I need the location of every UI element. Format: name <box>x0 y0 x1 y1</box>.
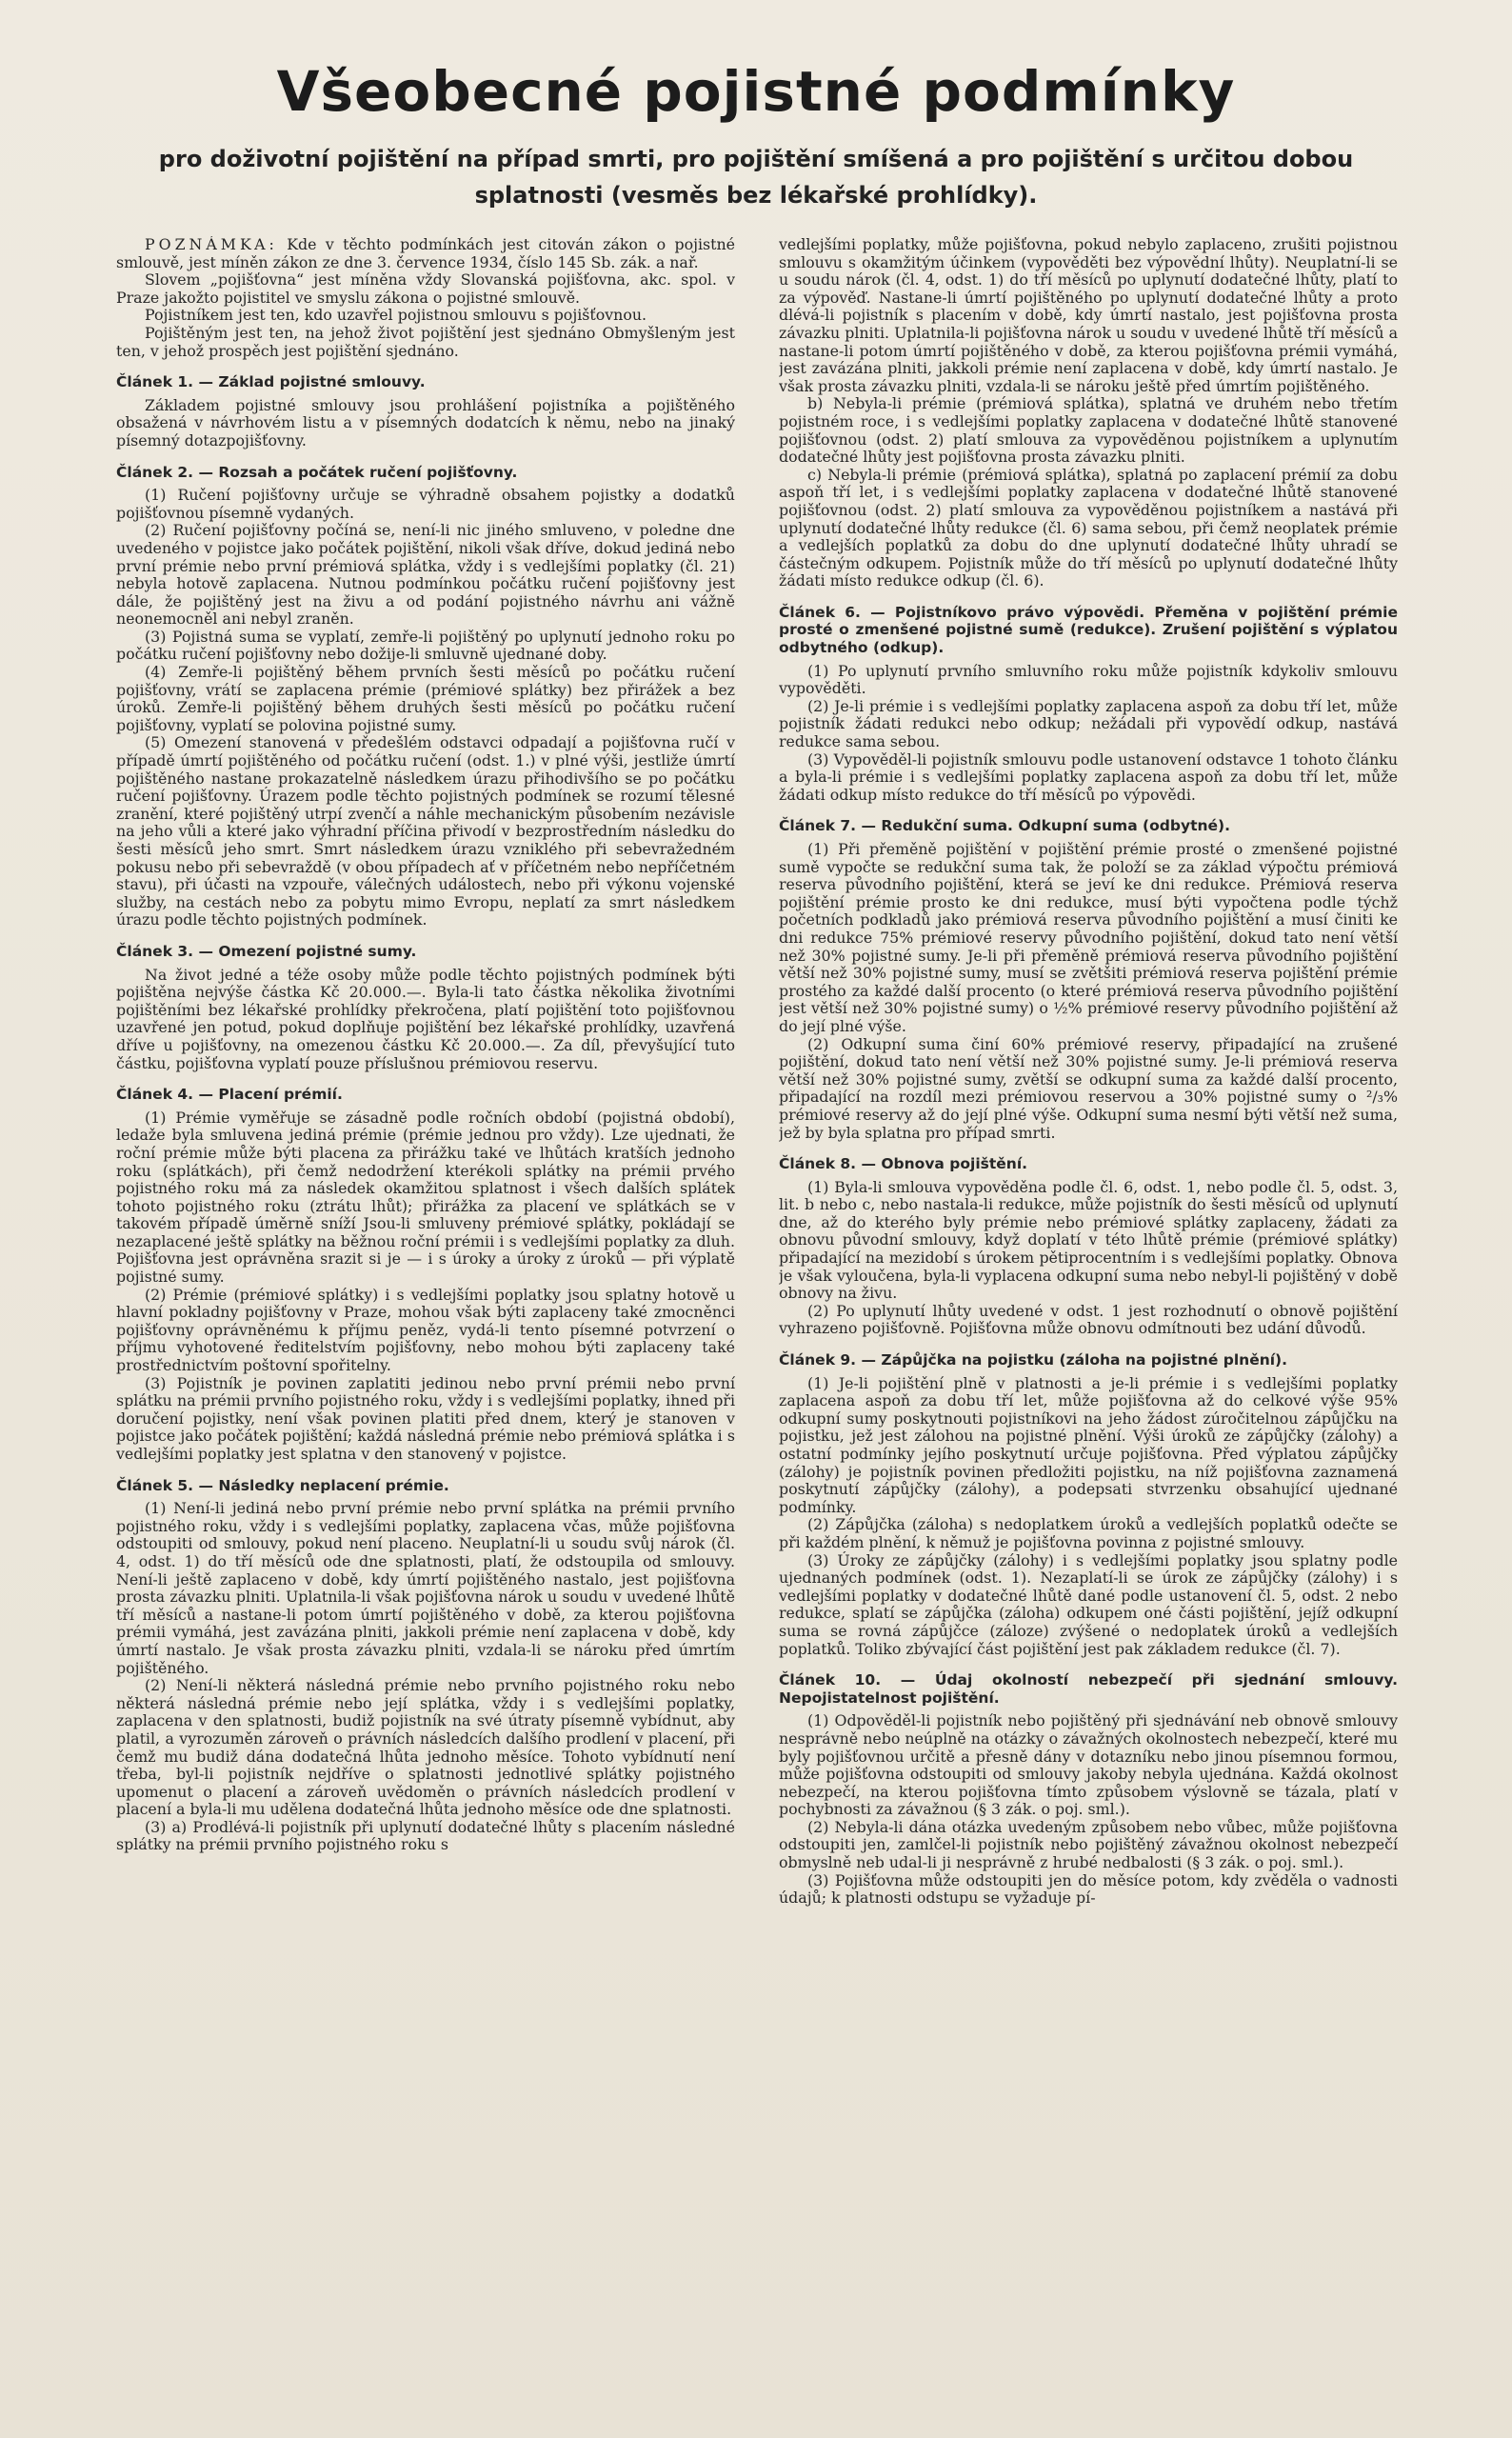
article-9-paragraph-1: (1) Je-li pojištění plně v platnosti a je-li prémie i s vedlejšími poplatky zaplacena aspoň za dobu tří let, může pojišťovna až do celkové výše 95% odkupní sumy poskytnouti pojistníkovi na jeho žádost zúročitelnou zápůjčku na pojistku, jež jest zálohou na pojistné plnění. Výši úroků ze zápůjčky (zálohy) a ostatní podmínky jejího poskytnutí určuje pojišťovna. Před výplatou zápůjčky (zálohy) je pojistník povinen předložiti pojistku, na níž pojišťovna zaznamená poskytnutí zápůjčky (zálohy), a podepsati stvrzenku obsahující ujednané podmínky. <box>779 1373 1398 1516</box>
article-5-heading: Článek 5. — Následky neplacení prémie. <box>116 1476 449 1494</box>
article-2-paragraph-5: (5) Omezení stanovená v předešlém odstavci odpadají a pojišťovna ručí v případě úmrtí pojištěného od počátku ručení (odst. 1.) v plné výši, jestliže úmrtí pojištěného nastane prokazatelně následkem úrazu přihodivšího se po počátku ručení pojišťovny. Úrazem podle těchto pojistných podmínek se rozumí tělesné zranění, které pojištěný utrpí zvenčí a náhle mechanickým působením nezávisle na jeho vůli a které jako výhradní příčina přivodí v bezprostředním následku do šesti měsíců jeho smrt. Smrt následkem úrazu vzniklého při sebevražedném pokusu nebo při sebevraždě (v obou případech ať v příčetném nebo nepříčetném stavu), při účasti na vzpouře, válečných událostech, nebo při výkonu vojenské služby, na cestách nebo za pobytu mimo Evropu, neplatí za smrt následkem úrazu podle těchto pojistných podmínek. <box>116 733 735 929</box>
article-10-paragraph-1: (1) Odpověděl-li pojistník nebo pojištěný při sjednávání neb obnově smlouvy nesprávně nebo neúplně na otázky o závažných okolnostech nebezpečí, které mu byly pojišťovnou určitě a přesně dány v dotazníku nebo jinou písemnou formou, může pojišťovna odstoupiti od smlouvy jakoby nebyla ujednána. Každá okolnost nebezpečí, na kterou pojišťovna tímto způsobem výslovně se tázala, platí v pochybnosti za závažnou (§ 3 zák. o poj. sml.). <box>779 1711 1398 1819</box>
article-10-paragraph-3: (3) Pojišťovna může odstoupiti jen do měsíce potom, kdy zvěděla o vadnosti údajů; k platnosti odstupu se vyžaduje pí- <box>779 1870 1398 1908</box>
article-6-paragraph-3: (3) Vypověděl-li pojistník smlouvu podle ustanovení odstavce 1 tohoto článku a byla-li prémie i s vedlejšími poplatky zaplacena aspoň za dobu tří let, může žádati odkup místo redukce do tří měsíců po výpovědi. <box>779 749 1398 804</box>
article-4-paragraph-3: (3) Pojistník je povinen zaplatiti jedinou nebo první prémii nebo první splátku na prémii prvního pojistného roku, vždy i s vedlejšími poplatky, ihned při doručení pojistky, není však povinen platiti před dnem, který je stanoven v pojistce jako počátek pojištění; každá následná prémie nebo prémiová splátka i s vedlejšími poplatky jest splatna v den stanovený v pojistce. <box>116 1373 735 1463</box>
right-column <box>779 236 1398 2427</box>
article-9-paragraph-3: (3) Úroky ze zápůjčky (zálohy) i s vedlejšími poplatky jsou splatny podle ujednaných podmínek (odst. 1). Nezaplatí-li se úrok ze zápůjčky (zálohy) i s vedlejšími poplatky v dodatečné lhůtě dané podle ustanovení čl. 5, odst. 2 nebo redukce, splatí se zápůjčka (záloha) odkupem oné části pojištění, jejíž odkupní suma se rovná zápůjčce (záloze) zvýšené o nedoplatek úroků a vedlejších poplatků. Toliko zbývající část pojištění jest pak základem redukce (čl. 7). <box>779 1550 1398 1658</box>
document-header <box>0 59 1512 213</box>
article-5-paragraph-3b: b) Nebyla-li prémie (prémiová splátka), splatná ve druhém nebo třetím pojistném roce, i s vedlejšími poplatky zaplacena v dodatečné lhůtě stanovené pojišťovnou (odst. 2) platí smlouva za vypověděnou pojistníkem a uplynutím dodatečné lhůty jest pojišťovna prosta závazku plniti. <box>779 394 1398 467</box>
article-7-paragraph-1: (1) Při přeměně pojištění v pojištění prémie prosté o zmenšené pojistné sumě vypočte se redukční suma tak, že položí se za základ výpočtu prémiová reserva původního pojištění, která se jeví ke dni redukce. Prémiová reserva pojištění prémie prosto ke dni redukce, musí býti vypočtena podle týchž početních podkladů jako prémiová reserva původního pojištění a musí činiti ke dni redukce 75% prémiové reservy původního pojištění, dokud tato není větší než 30% pojistné sumy. Je-li při přeměně prémiová reserva původního pojištění větší než 30% pojistné sumy, musí se zvětšiti prémiová reserva pojištění prémie prostého za každé další procento (o které prémiová reserva původního pojištění jest větší než 30% pojistné sumy) o ½% prémiové reservy původního pojištění až do její plné výše. <box>779 840 1398 1035</box>
article-9-heading: Článek 9. — Zápůjčka na pojistku (záloha na pojistné plnění). <box>779 1351 1288 1369</box>
article-6-paragraph-1: (1) Po uplynutí prvního smluvního roku může pojistník kdykoliv smlouvu vypověděti. <box>779 661 1398 698</box>
article-3-paragraph: Na život jedné a téže osoby může podle těchto pojistných podmínek býti pojištěna nejvýše částka Kč 20.000.—. Byla-li tato částka několika životními pojištěními bez lékařské prohlídky překročena, platí pojištění toto pojišťovnou uzavřené jen potud, pokud doplňuje pojištění bez lékařské prohlídky, uzavřená dříve u pojišťovny, na omezenou částku Kč 20.000.—. Za díl, převyšující tuto částku, pojišťovna vyplatí pouze příslušnou prémiovou reservu. <box>116 965 735 1072</box>
article-2-paragraph-3: (3) Pojistná suma se vyplatí, zemře-li pojištěný po uplynutí jednoho roku po počátku ručení pojišťovny nebo dožije-li smluvně ujednané doby. <box>116 627 735 664</box>
document-title: Všeobecné pojistné podmínky <box>276 59 1236 124</box>
article-4-paragraph-2: (2) Prémie (prémiové splátky) i s vedlejšími poplatky jsou splatny hotově u hlavní pokladny pojišťovny v Praze, mohou však býti zaplaceny také zmocněnci pojišťovny oprávněnému k příjmu peněz, vydá-li tento písemné potvrzení o příjmu vyhotovené ředitelstvím pojišťovny, nebo mohou býti zaplaceny také prostřednictvím poštovní spořitelny. <box>116 1285 735 1375</box>
article-1-heading: Článek 1. — Základ pojistné smlouvy. <box>116 373 426 391</box>
article-4-paragraph-1: (1) Prémie vyměřuje se zásadně podle ročních období (pojistná období), ledaže byla smluvena jediná prémie (prémie jednou pro vždy). Lze ujednati, že roční prémie může býti placena za přirážku také ve lhůtách kratších jednoho roku (splátkách), při čemž nedodržení kterékoli splátky na prémii prvého pojistného roku má za následek okamžitou splatnost i všech dalších splátek tohoto pojistného roku (ztrátu lhůt); přirážka za placení ve splátkách se v takovém případě úměrně sníží Jsou-li smluveny prémiové splátky, pokládají se nezaplacené ještě splátky na běžnou roční prémii i s vedlejšími poplatky za dluh. Pojišťovna jest oprávněna srazit si je — i s úroky a úroky z úroků — při výplatě pojistné sumy. <box>116 1108 735 1287</box>
article-1-paragraph: Základem pojistné smlouvy jsou prohlášení pojistníka a pojištěného obsažená v návrhovém listu a v písemných dodatcích k němu, nebo na jinaký písemný dotazpojišťovny. <box>116 395 735 450</box>
article-3-heading: Článek 3. — Omezení pojistné sumy. <box>116 942 417 960</box>
left-column <box>116 236 735 2427</box>
article-7-heading: Článek 7. — Redukční suma. Odkupní suma (odbytné). <box>779 817 1231 835</box>
article-8-heading: Článek 8. — Obnova pojištění. <box>779 1155 1028 1173</box>
article-5-paragraph-3: (3) a) Prodlévá-li pojistník při uplynutí dodatečné lhůty s placením následné splátky na prémii prvního pojistného roku s <box>116 1817 735 1854</box>
article-5-paragraph-3c: c) Nebyla-li prémie (prémiová splátka), splatná po zaplacení prémií za dobu aspoň tří let, i s vedlejšími poplatky zaplacena v dodatečné lhůtě stanovené pojišťovnou (odst. 2) platí smlouva za vypověděnou pojistníkem a nastává při uplynutí dodatečné lhůty redukce (čl. 6) sama sebou, při čemž neoplatek prémie a vedlejších poplatků za dobu do dne uplynutí dodatečné lhůty uhradí se částečným odkupem. Pojistník může do tří měsíců po uplynutí dodatečné lhůty žádati místo redukce odkup (čl. 6). <box>779 465 1398 590</box>
article-2-paragraph-2: (2) Ručení pojišťovny počíná se, není-li nic jiného smluveno, v poledne dne uvedeného v pojistce jako počátek pojištění, nikoli však dříve, dokud jediná nebo první prémie nebo první prémiová splátka, vždy i s vedlejšími poplatky (čl. 21) nebyla hotově zaplacena. Nutnou podmínkou počátku ručení pojišťovny jest dále, že pojištěný jest na živu a od podání pojistného návrhu ani vážně neonemocněl ani nebyl zraněn. <box>116 521 735 629</box>
note-paragraph <box>116 236 735 271</box>
note-text: Kde v těchto podmínkách jest citován zákon o pojistné smlouvě, jest míněn zákon ze dne 3. července 1934, číslo 145 Sb. zák. a nař. <box>116 236 735 271</box>
article-10-heading: Článek 10. — Údaj okolností nebezpečí při sjednání smlouvy. Nepojistatelnost pojištění. <box>779 1671 1398 1707</box>
article-10-paragraph-2: (2) Nebyla-li dána otázka uvedeným způsobem nebo vůbec, může pojišťovna odstoupiti jen, zamlčel-li pojistník nebo pojištěný závažnou okolnost nebezpečí obmyslně neb udal-li ji nesprávně z hrubé nedbalosti (§ 3 zák. o poj. sml.). <box>779 1817 1398 1872</box>
article-6-paragraph-2: (2) Je-li prémie i s vedlejšími poplatky zaplacena aspoň za dobu tří let, může pojistník žádati redukci nebo odkup; nežádali při vypovědí odkup, nastává redukce sama sebou. <box>779 696 1398 751</box>
article-4-heading: Článek 4. — Placení prémií. <box>116 1086 343 1104</box>
article-7-paragraph-2: (2) Odkupní suma činí 60% prémiové reservy, připadající na zrušené pojištění, dokud tato není větší než 30% pojistné sumy. Je-li prémiová reserva větší než 30% pojistné sumy, zvětší se odkupní suma za každé další procento, připadající na rozdíl mezi prémiovou reservou a 30% pojistné sumy o ²/₃% prémiové reservy až do její plné výše. Odkupní suma nesmí býti větší než suma, jež by byla splatna pro případ smrti. <box>779 1034 1398 1142</box>
article-9-paragraph-2: (2) Zápůjčka (záloha) s nedoplatkem úroků a vedlejších poplatků odečte se při každém plnění, k němuž je pojišťovna povinna z pojistné smlouvy. <box>779 1515 1398 1551</box>
article-8-paragraph-1: (1) Byla-li smlouva vypověděna podle čl. 6, odst. 1, nebo podle čl. 5, odst. 3, lit. b nebo c, nebo nastala-li redukce, může pojistník do šesti měsíců od uplynutí dne, až do kterého byly prémie nebo prémiové splátky zaplaceny, žádati za obnovu původní smlouvy, když doplatí v této lhůtě prémie (prémiové splátky) připadající na mezidobí s úrokem pětiprocentním i s vedlejšími poplatky. Obnova je však vyloučena, byla-li vyplacena odkupní suma nebo nebyl-li pojištěný v době obnovy na živu. <box>779 1177 1398 1303</box>
definition-pojisteny: Pojištěným jest ten, na jehož život pojištění jest sjednáno Obmyšleným jest ten, v jehož prospěch jest pojištění sjednáno. <box>116 323 735 360</box>
article-5-paragraph-2: (2) Není-li některá následná prémie nebo prvního pojistného roku nebo některá následná prémie nebo její splátka, vždy i s vedlejšími poplatky, zaplacena v den splatnosti, budiž pojistník na své útraty písemně vybídnut, aby platil, a vyrozuměn zároveň o právních následcích dalšího prodlení v placení, při čemž mu budiž dána dodatečná lhůta jednoho měsíce. Tohoto vybídnutí není třeba, byl-li pojistník nejdříve o splatnosti jednotlivé splátky pojistného upomenut o placení a zároveň uvědoměn o právních následcích prodlení v placení a byla-li mu udělena dodatečná lhůta jednoho měsíce ode dne splatnosti. <box>116 1676 735 1819</box>
article-8-paragraph-2: (2) Po uplynutí lhůty uvedené v odst. 1 jest rozhodnutí o obnově pojištění vyhrazeno pojišťovně. Pojišťovna může obnovu odmítnouti bez udání důvodů. <box>779 1301 1398 1338</box>
note-label: POZNÁMKA: <box>145 236 278 253</box>
document-subtitle: pro doživotní pojištění na případ smrti, pro pojištění smíšená a pro pojištění s určitou dobou splatnosti (vesměs bez lékařské prohlídky). <box>158 146 1354 209</box>
definition-pojistnik: Pojistníkem jest ten, kdo uzavřel pojistnou smlouvu s pojišťovnou. <box>145 306 647 325</box>
article-5-paragraph-1: (1) Není-li jediná nebo první prémie nebo první splátka na prémii prvního pojistného roku, vždy i s vedlejšími poplatky, zaplacena včas, může pojišťovna odstoupiti od smlouvy, pokud není placeno. Neuplatní-li u soudu svůj nárok (čl. 4, odst. 1) do tří měsíců ode dne splatnosti, platí, že odstoupila od smlouvy. Není-li ještě zaplaceno v době, kdy úmrtí pojištěného nastalo, jest pojišťovna prosta závazku plniti. Uplatnila-li však pojišťovna nárok u soudu v uvedené lhůtě tří měsíců a nastane-li potom úmrtí pojištěného v době, za kterou pojišťovna prémii vymáhá, jest zavázána plniti, jakkoli prémie není zaplacena v době, kdy úmrtí nastalo. Je však prosta závazku plniti, vzdala-li se nároku před úmrtím pojištěného. <box>116 1499 735 1677</box>
article-2-heading: Článek 2. — Rozsah a počátek ručení pojišťovny. <box>116 463 518 481</box>
definition-pojistovna: Slovem „pojišťovna“ jest míněna vždy Slovanská pojišťovna, akc. spol. v Praze jakožto pojistitel ve smyslu zákona o pojistné smlouvě. <box>116 270 735 307</box>
article-2-paragraph-1: (1) Ručení pojišťovny určuje se výhradně obsahem pojistky a dodatků pojišťovnou písemně vydaných. <box>116 486 735 522</box>
article-6-heading: Článek 6. — Pojistníkovo právo výpovědi. Přeměna v pojištění prémie prosté o zmenšené pojistné sumě (redukce). Zrušení pojištění s výplatou odbytného (odkup). <box>779 603 1398 657</box>
article-2-paragraph-4: (4) Zemře-li pojištěný během prvních šesti měsíců po počátku ručení pojišťovny, vrátí se zaplacena prémie (prémiové splátky) bez přirážek a bez úroků. Zemře-li pojištěný během druhých šesti měsíců po počátku ručení pojišťovny, vyplatí se polovina pojistné sumy. <box>116 663 735 734</box>
article-5-continuation: vedlejšími poplatky, může pojišťovna, pokud nebylo zaplaceno, zrušiti pojistnou smlouvu s okamžitým účinkem (vypověděti bez výpovědní lhůty). Neuplatní-li se u soudu nárok (čl. 4, odst. 1) do tří měsíců po uplynutí dodatečné lhůty, platí to za výpověď. Nastane-li úmrtí pojištěného po uplynutí dodatečné lhůty a proto dlévá-li pojistník s placením v době, kdy úmrtí nastalo, jest pojišťovna prosta závazku plniti. Uplatnila-li pojišťovna nárok u soudu v uvedené lhůtě tří měsíců a nastane-li potom úmrtí pojištěného v době, za kterou pojišťovna prémii vymáhá, jest zavázána plniti, jakkoli prémie není zaplacena v době, kdy úmrtí nastalo. Je však prosta závazku plniti, vzdala-li se nároku ještě před úmrtím pojištěného. <box>779 236 1398 395</box>
